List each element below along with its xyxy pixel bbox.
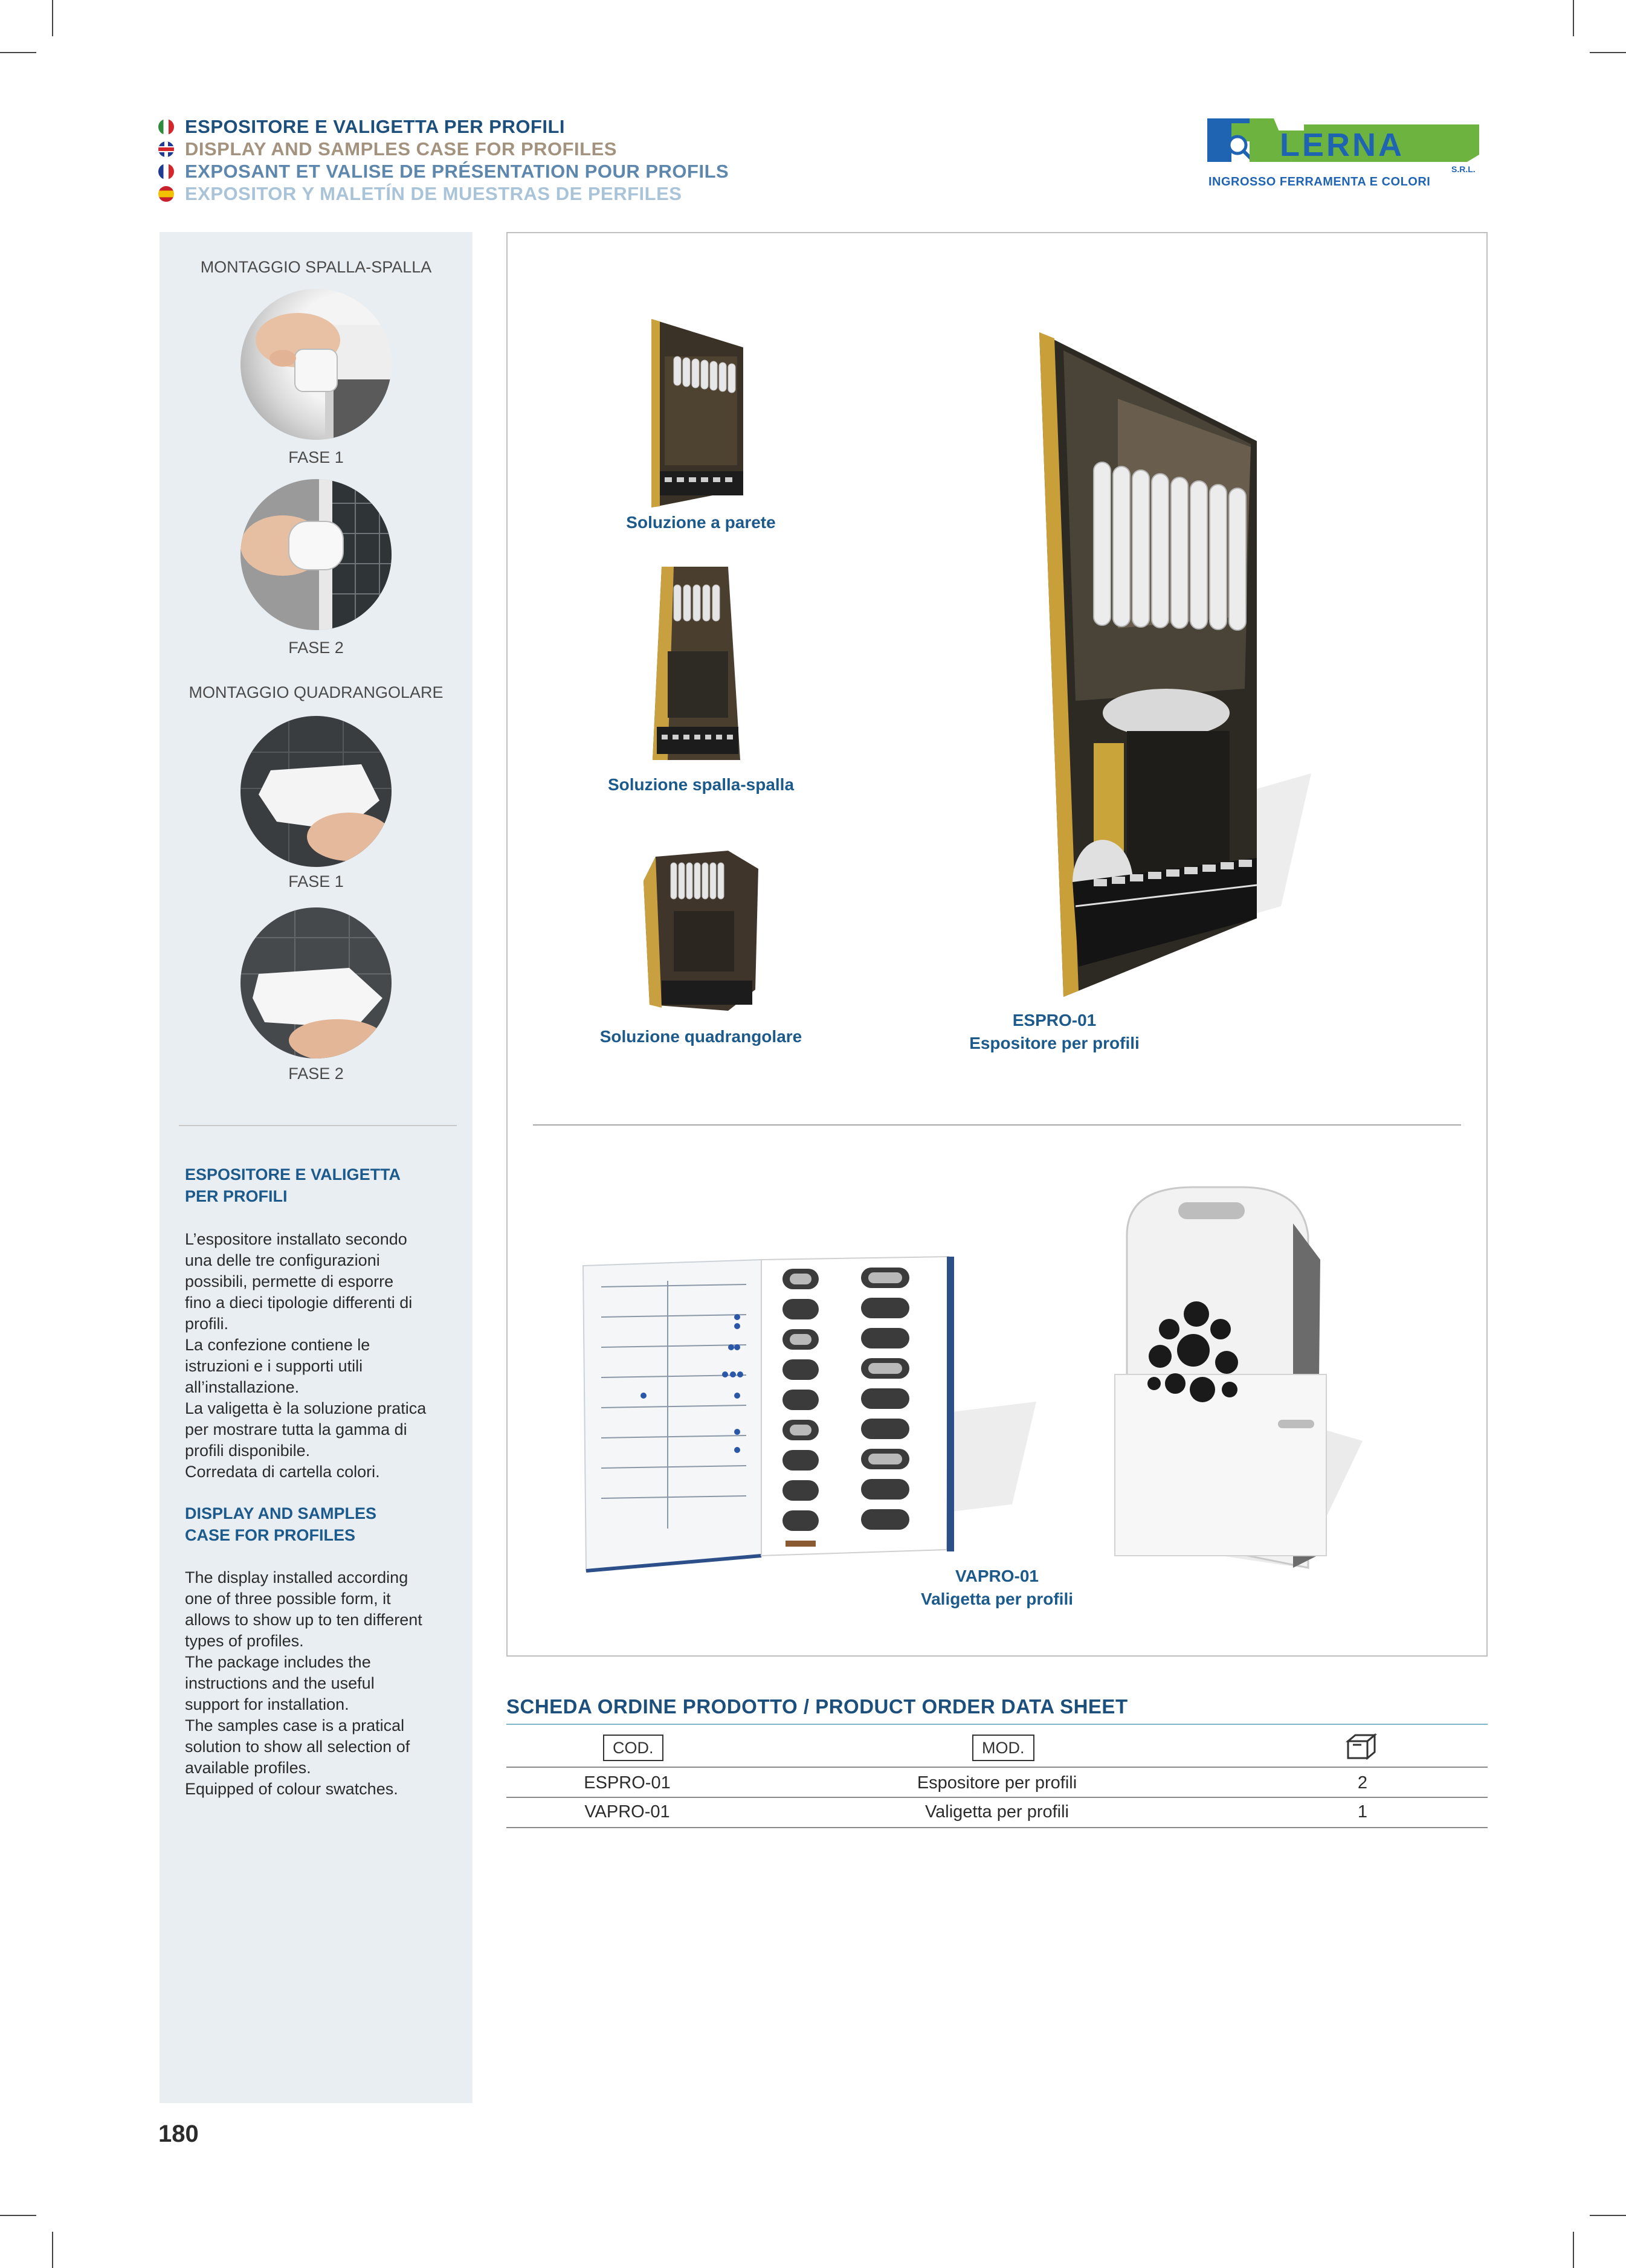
table-row-rule [506,1797,1488,1798]
crop-mark [0,52,36,53]
caption-shoulder-solution: Soluzione spalla-spalla [607,775,795,794]
assembly-photo-3 [240,716,392,867]
espro-display-image [1027,326,1341,1003]
spain-flag-icon [158,186,174,202]
step-label: FASE 1 [288,872,344,891]
crop-mark [0,2215,36,2216]
table-row-2-qty: 1 [1357,1802,1368,1822]
assembly-photo-2 [240,479,392,630]
logo-tagline: INGROSSO FERRAMENTA E COLORI [1208,175,1431,188]
column-code-header: COD. [603,1735,663,1761]
crop-mark [52,2232,53,2268]
title-spanish-text: EXPOSITOR Y MALETÍN DE MUESTRAS DE PERFILES [185,183,682,204]
table-row-2-model: Valigetta per profili [924,1802,1069,1822]
main-divider [533,1124,1461,1126]
espro-code-label: ESPRO-01 [1012,1011,1097,1029]
crop-mark [1590,52,1626,53]
wall-solution-image [647,314,749,514]
title-spanish [158,183,682,205]
quad-solution-image [637,845,764,1020]
vapro-description: Valigetta per profili [920,1590,1074,1608]
uk-flag-icon [158,141,174,157]
crop-mark [52,0,53,36]
svg-text:LERNA: LERNA [1280,127,1404,163]
assembly-photo-4 [240,907,392,1058]
title-italian-text: ESPOSITORE E VALIGETTA PER PROFILI [185,116,566,137]
step-label: FASE 2 [288,1065,344,1083]
italian-description: L’espositore installato secondo una delle tre configurazioni possibili, permette di esporre fino a dieci tipologie differenti di profili. La confezione contiene le istruzioni e i supporti utili all’installazione. La valigetta è la soluzione pratica per mostrare tutta la gamma di profili disponibile. Corredata di cartella colori. [185,1230,427,1481]
sidebar-divider [179,1125,457,1126]
italian-heading: ESPOSITORE E VALIGETTA PER PROFILI [185,1165,401,1205]
table-row-1-model: Espositore per profili [917,1773,1077,1793]
closed-sample-case-image [1103,1181,1363,1580]
open-sample-case-image [577,1251,1036,1577]
caption-wall-solution: Soluzione a parete [626,513,776,532]
assembly-title-shoulder: MONTAGGIO SPALLA-SPALLA [200,258,432,276]
lerna-logo [1207,118,1485,197]
france-flag-icon [158,164,174,179]
title-english-text: DISPLAY AND SAMPLES CASE FOR PROFILES [185,138,617,159]
logo-suffix: S.R.L. [1451,164,1476,174]
espro-description: Espositore per profili [969,1034,1140,1052]
title-french-text: EXPOSANT ET VALISE DE PRÉSENTATION POUR PROFILS [185,161,729,182]
table-bottom-rule [506,1827,1488,1828]
assembly-photo-1 [240,289,392,440]
shoulder-solution-image [650,561,746,769]
italy-flag-icon [158,119,174,135]
english-heading: DISPLAY AND SAMPLES CASE FOR PROFILES [185,1504,377,1544]
table-row-2-code: VAPRO-01 [584,1802,670,1822]
crop-mark [1590,2215,1626,2216]
vapro-code-label: VAPRO-01 [955,1567,1039,1585]
title-english [158,138,617,160]
column-model-header: MOD. [972,1735,1034,1761]
step-label: FASE 1 [288,448,344,466]
english-description: The display installed according one of three possible form, it allows to show up to ten different types of profiles. The package includes the instructions and the useful support for installation. The samples case is a pratical solution to show all selection of available profiles. Equipped of colour swatches. [185,1568,422,1798]
caption-quad-solution: Soluzione quadrangolare [599,1027,802,1046]
title-italian [158,116,565,138]
assembly-title-quad: MONTAGGIO QUADRANGOLARE [189,683,444,701]
title-french [158,161,729,182]
table-row-1-code: ESPRO-01 [584,1773,671,1793]
crop-mark [1573,0,1574,36]
page-number: 180 [158,2121,199,2147]
order-table-title: SCHEDA ORDINE PRODOTTO / PRODUCT ORDER DATA SHEET [506,1695,1128,1718]
box-icon [1344,1732,1381,1762]
table-title-rule [506,1724,1488,1725]
step-label: FASE 2 [288,639,344,657]
table-header-rule [506,1767,1488,1768]
crop-mark [1573,2232,1574,2268]
table-row-1-qty: 2 [1357,1773,1368,1793]
